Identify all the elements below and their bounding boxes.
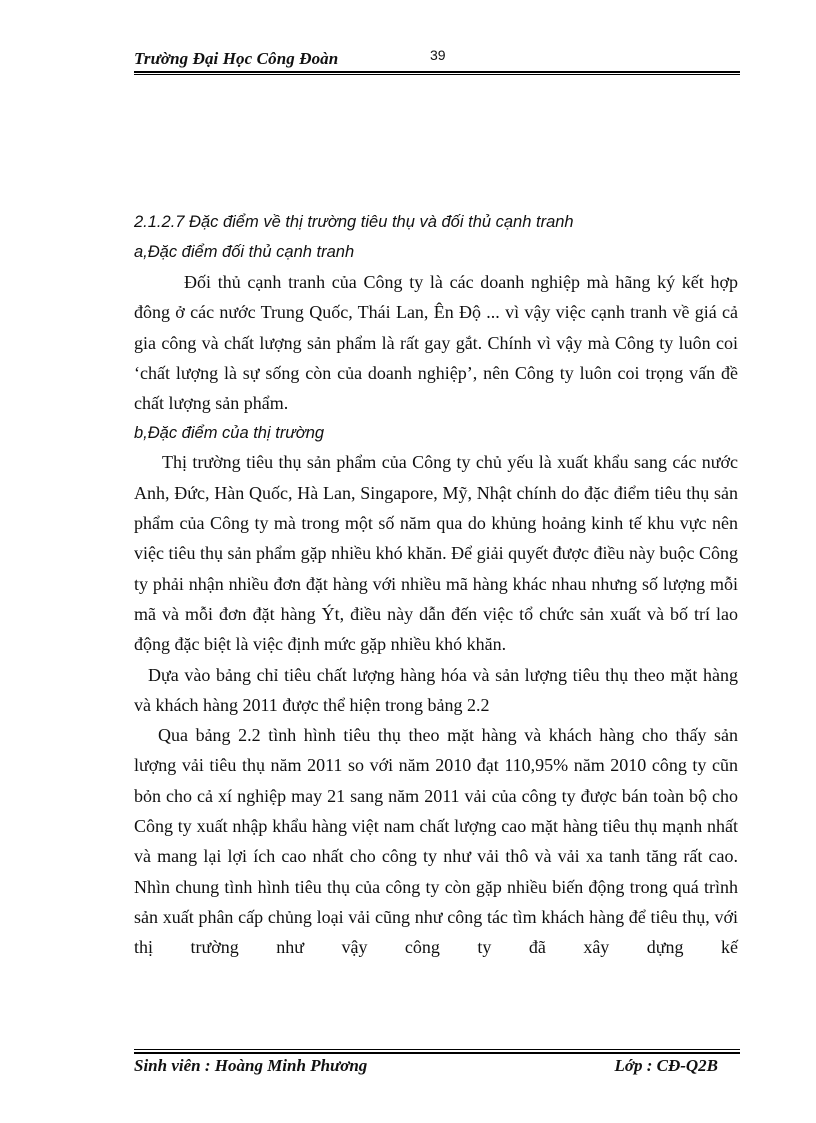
page-header: [134, 49, 740, 71]
paragraph-competitors: Đối thủ cạnh tranh của Công ty là các doanh nghiệp mà hãng ký kết hợp đông ở các nước Trung Quốc, Thái Lan, Ên Độ ... vì vậy việc cạnh tranh về giá cả gia công và chất lượng sản phẩm là rất gay gắt. Chính vì vậy mà Công ty luôn coi ‘chất lượng là sự sống còn của doanh nghiệp’, nên Công ty luôn coi trọng vấn đề chất lượng sản phẩm.: [134, 272, 738, 414]
section-heading: 2.1.2.7 Đặc điểm về thị trường tiêu thụ và đối thủ cạnh tranh: [134, 213, 574, 231]
header-rule-thick: [134, 71, 740, 73]
footer-rule-thin: [134, 1049, 740, 1050]
page-number: 39: [430, 47, 446, 63]
paragraph-market: Thị trường tiêu thụ sản phẩm của Công ty chủ yếu là xuất khẩu sang các nước Anh, Đức, Hàn Quốc, Hà Lan, Singapore, Mỹ, Nhật chính do đặc điểm tiêu thụ sản phẩm của Công ty mà trong một số năm qua do khủng hoảng kinh tế khu vực nên việc tiêu thụ sản phẩm gặp nhiều khó khăn. Để giải quyết được điều này buộc Công ty phải nhận nhiều đơn đặt hàng với nhiều mã hàng khác nhau nhưng số lượng mỗi mã và mỗi đơn đặt hàng Ýt, điều này dẫn đến việc tổ chức sản xuất và bố trí lao động đặc biệt là việc định mức gặp nhiều khó khăn.: [134, 452, 738, 655]
subsection-heading-market: b,Đặc điểm của thị trường: [134, 424, 325, 443]
subsection-heading-competitors: a,Đặc điểm đối thủ cạnh tranh: [134, 243, 355, 261]
page-footer: [134, 1056, 740, 1078]
paragraph-consumption-analysis: Qua bảng 2.2 tình hình tiêu thụ theo mặt hàng và khách hàng cho thấy sản lượng vải tiêu thụ năm 2011 so với năm 2010 đạt 110,95% năm 2010 công ty cũn bỏn cho cả xí nghiệp may 21 sang năm 2011 vải của công ty được bán toàn bộ cho Công ty xuất nhập khẩu hàng việt nam chất lượng cao mặt hàng tiêu thụ mạnh nhất và mang lại lợi ích cao nhất cho công ty như vải thô và vải xa tanh tăng rất cao. Nhìn chung tình hình tiêu thụ của công ty còn gặp nhiều biến động trong quá trình sản xuất phân cấp chủng loại vải cũng như công tác tìm khách hàng để tiêu thụ, với thị trường như vậy công ty đã xây dựng kế: [134, 725, 738, 958]
student-name: Sinh viên : Hoàng Minh Phương: [134, 1056, 368, 1075]
page-body: [134, 207, 738, 963]
paragraph-table-reference: Dựa vào bảng chỉ tiêu chất lượng hàng hóa và sản lượng tiêu thụ theo mặt hàng và khách hàng 2011 được thể hiện trong bảng 2.2: [134, 664, 738, 715]
class-name: Lớp : CĐ-Q2B: [614, 1056, 718, 1075]
university-name: Trường Đại Học Công Đoàn: [134, 49, 339, 68]
header-rule-thin: [134, 74, 740, 75]
footer-rule-thick: [134, 1052, 740, 1054]
